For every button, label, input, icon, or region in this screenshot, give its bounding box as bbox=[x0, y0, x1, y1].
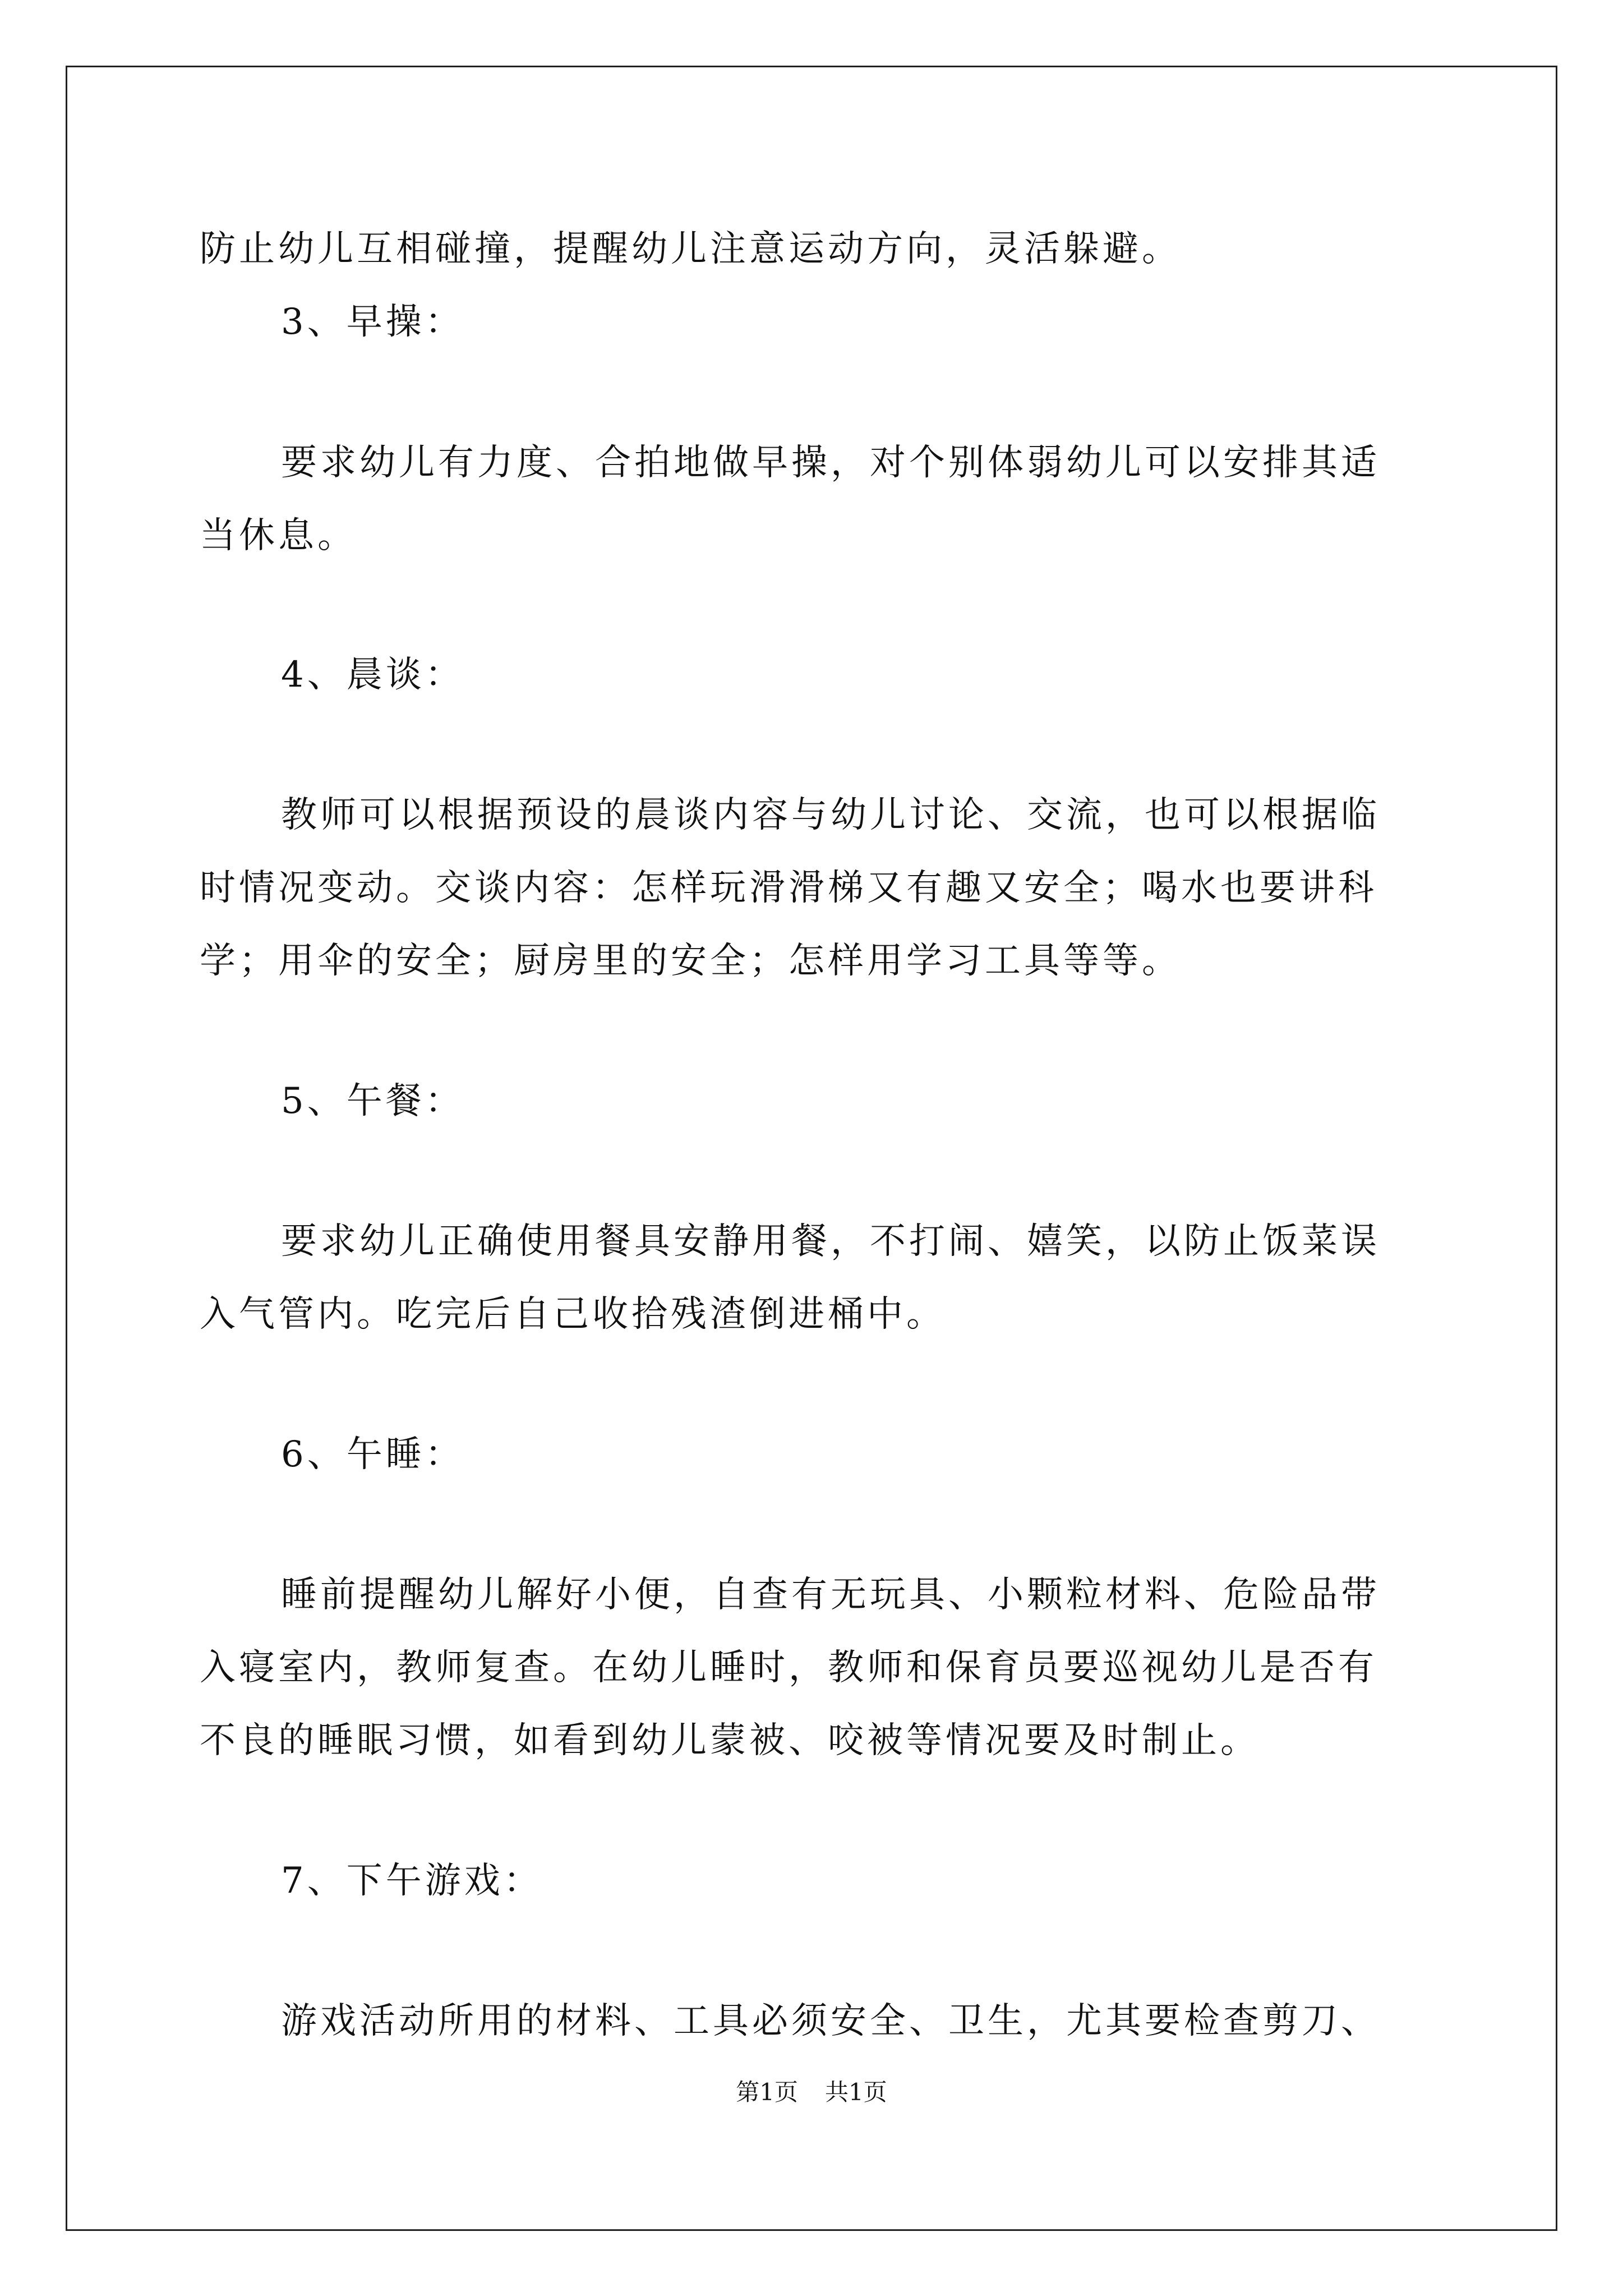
section-heading: 5、午餐： bbox=[281, 1080, 464, 1122]
section-heading: 4、晨谈： bbox=[281, 654, 464, 696]
section-heading: 6、午睡： bbox=[281, 1434, 464, 1475]
paragraph-line: 要求幼儿正确使用餐具安静用餐，不打闹、嬉笑，以防止饭菜误 bbox=[281, 1221, 1380, 1262]
paragraph-line: 教师可以根据预设的晨谈内容与幼儿讨论、交流，也可以根据临 bbox=[281, 794, 1380, 836]
page-number: 第1页 bbox=[736, 2078, 798, 2106]
paragraph-line: 防止幼儿互相碰撞，提醒幼儿注意运动方向，灵活躲避。 bbox=[200, 228, 1181, 270]
page-footer bbox=[0, 2076, 1623, 2109]
paragraph-line: 学；用伞的安全；厨房里的安全；怎样用学习工具等等。 bbox=[200, 940, 1181, 982]
paragraph-line: 游戏活动所用的材料、工具必须安全、卫生，尤其要检查剪刀、 bbox=[281, 2000, 1380, 2042]
paragraph-line: 睡前提醒幼儿解好小便，自查有无玩具、小颗粒材料、危险品带 bbox=[281, 1574, 1380, 1616]
section-heading: 7、下午游戏： bbox=[281, 1860, 543, 1902]
section-heading: 3、早操： bbox=[281, 301, 464, 343]
paragraph-line: 不良的睡眠习惯，如看到幼儿蒙被、咬被等情况要及时制止。 bbox=[200, 1720, 1260, 1761]
paragraph-line: 入气管内。吃完后自己收拾残渣倒进桶中。 bbox=[200, 1294, 946, 1335]
paragraph-line: 时情况变动。交谈内容：怎样玩滑滑梯又有趣又安全；喝水也要讲科 bbox=[200, 867, 1377, 909]
paragraph-line: 入寝室内，教师复查。在幼儿睡时，教师和保育员要巡视幼儿是否有 bbox=[200, 1647, 1377, 1688]
paragraph-line: 要求幼儿有力度、合拍地做早操，对个别体弱幼儿可以安排其适 bbox=[281, 442, 1380, 484]
page-total: 共1页 bbox=[825, 2078, 887, 2106]
paragraph-line: 当休息。 bbox=[200, 515, 357, 556]
document-body bbox=[200, 0, 1433, 2076]
